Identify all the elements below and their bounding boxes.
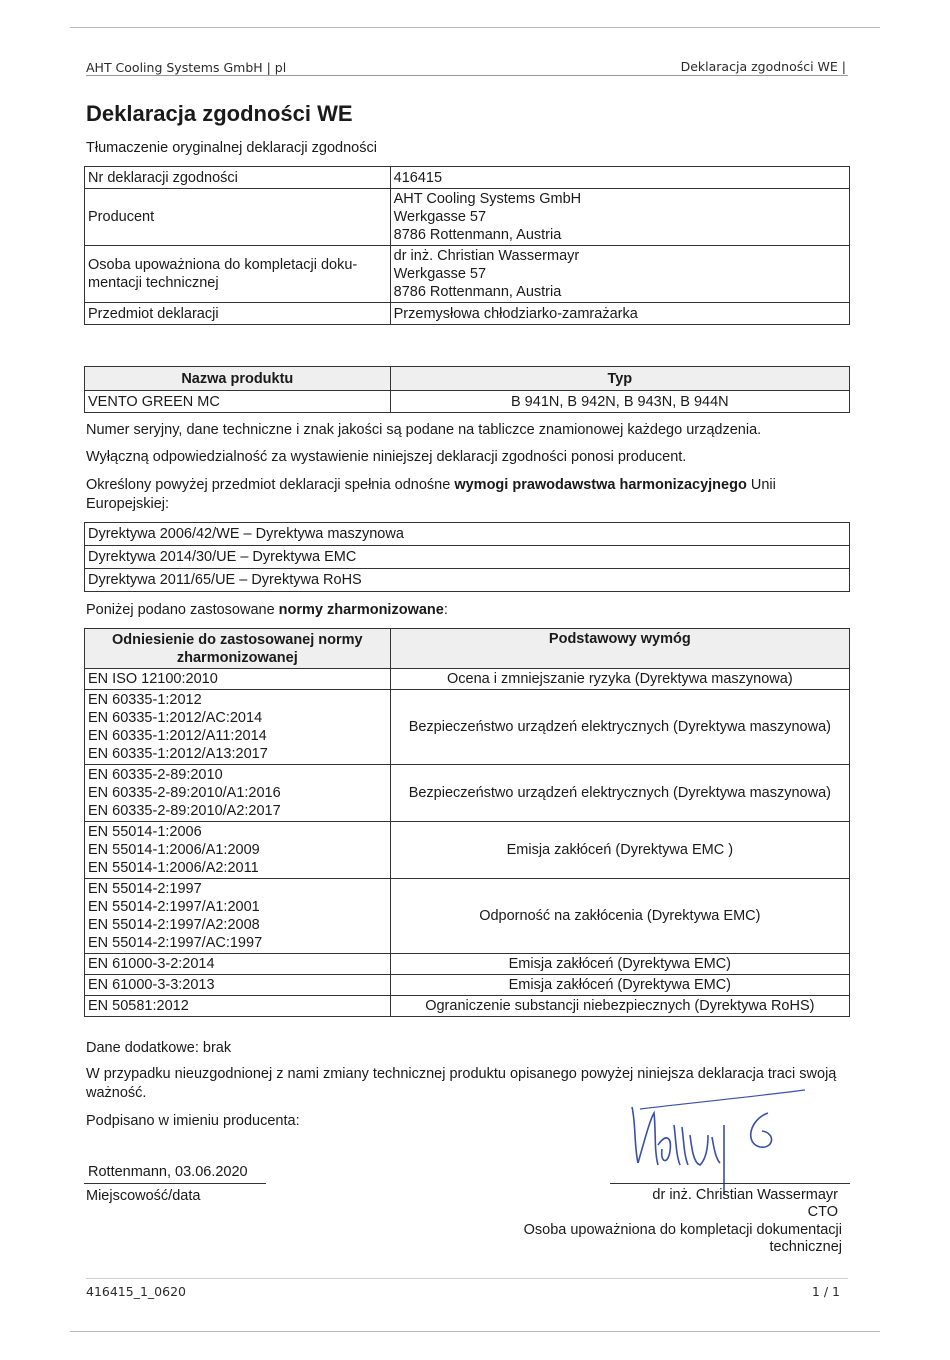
paragraph-responsibility: Wyłączną odpowiedzialność za wystawienie niniejszej deklaracji zgodności ponosi producent. [86, 449, 687, 465]
paragraph-conformity [86, 476, 850, 514]
norm-requirement: Bezpieczeństwo urządzeń elektrycznych (Dyrektywa maszynowa) [390, 765, 849, 822]
footer-page-number: 1 / 1 [811, 1284, 840, 1299]
table-header-row [85, 367, 850, 391]
handwritten-signature [620, 1085, 820, 1195]
norm-requirement: Bezpieczeństwo urządzeń elektrycznych (Dyrektywa maszynowa) [390, 690, 849, 765]
product-type-header: Typ [390, 367, 849, 391]
person-line: dr inż. Christian Wassermayr [393, 248, 580, 264]
bold-span: normy zharmonizowane [278, 602, 444, 618]
subject-label: Przedmiot deklaracji [85, 303, 391, 325]
table-row [85, 523, 850, 546]
norm-ref: EN 55014-1:2006 [88, 824, 202, 840]
norm-ref: EN 60335-1:2012/A11:2014 [88, 728, 267, 744]
signatory-desc: Osoba upoważniona do kompletacji dokumentacji [523, 1222, 842, 1238]
footer-doc-id: 416415_1_0620 [86, 1284, 186, 1299]
norm-ref: EN 60335-1:2012 [88, 692, 202, 708]
table-row [85, 246, 850, 303]
text-span: Określony powyżej przedmiot deklaracji spełnia odnośne [86, 477, 455, 493]
header-rule [86, 75, 848, 76]
norm-requirement: Ograniczenie substancji niebezpiecznych (Dyrektywa RoHS) [390, 996, 849, 1017]
text-span: : [443, 602, 448, 618]
norm-refs [85, 765, 391, 822]
page-title: Deklaracja zgodności WE [86, 101, 353, 126]
signatory-name: dr inż. Christian Wassermayr [652, 1187, 838, 1203]
norm-ref: EN 60335-1:2012/AC:2014 [88, 710, 263, 726]
directive-cell: Dyrektywa 2006/42/WE – Dyrektywa maszynowa [85, 523, 850, 546]
table-row [85, 879, 850, 954]
norm-refs [85, 690, 391, 765]
norm-requirement: Emisja zakłóceń (Dyrektywa EMC ) [390, 822, 849, 879]
norm-ref: EN 55014-2:1997/A2:2008 [88, 917, 260, 933]
table-row [85, 975, 850, 996]
norm-requirement: Odporność na zakłócenia (Dyrektywa EMC) [390, 879, 849, 954]
bold-span: wymogi prawodawstwa harmonizacyjnego [454, 477, 747, 493]
norm-refs: EN ISO 12100:2010 [85, 669, 391, 690]
table-row [85, 569, 850, 592]
product-table [84, 366, 850, 413]
nr-label: Nr deklaracji zgodności [85, 167, 391, 189]
table-row [85, 391, 850, 413]
table-row [85, 167, 850, 189]
norm-requirement: Emisja zakłóceń (Dyrektywa EMC) [390, 975, 849, 996]
additional-data: Dane dodatkowe: brak [86, 1040, 232, 1056]
norm-refs [85, 822, 391, 879]
table-row [85, 996, 850, 1017]
paragraph-norms [86, 601, 448, 620]
page-subtitle: Tłumaczenie oryginalnej deklaracji zgodności [86, 140, 377, 156]
table-row [85, 822, 850, 879]
validity-note: W przypadku nieuzgodnionej z nami zmiany technicznej produktu opisanego powyżej niniejsza deklaracja traci swoją ważność. [86, 1066, 837, 1101]
norm-requirement: Emisja zakłóceń (Dyrektywa EMC) [390, 954, 849, 975]
signature-line [610, 1183, 850, 1184]
signed-note: Podpisano w imieniu producenta: [86, 1113, 300, 1129]
producer-line: 8786 Rottenmann, Austria [393, 227, 562, 243]
table-header-row [85, 629, 850, 669]
norm-ref: EN 60335-2-89:2010 [88, 767, 223, 783]
table-row [85, 954, 850, 975]
place-date-label: Miejscowość/data [86, 1188, 201, 1204]
norm-reference-header: Odniesienie do zastosowanej normy zharmonizowanej [85, 629, 391, 669]
declaration-info-table [84, 166, 850, 325]
norm-ref: EN 55014-2:1997 [88, 881, 202, 897]
norm-refs: EN 61000-3-2:2014 [85, 954, 391, 975]
producer-value [390, 189, 849, 246]
header-doc-title: Deklaracja zgodności WE | [680, 59, 846, 74]
norm-ref: EN 60335-1:2012/A13:2017 [88, 746, 268, 762]
table-row [85, 765, 850, 822]
footer-rule [86, 1278, 848, 1279]
norms-table [84, 628, 850, 1017]
table-row [85, 303, 850, 325]
person-value [390, 246, 849, 303]
signatory-role: CTO [807, 1204, 838, 1220]
norm-refs: EN 50581:2012 [85, 996, 391, 1017]
text-span: Unii Europejskiej: [86, 477, 776, 512]
norm-ref: EN 55014-2:1997/AC:1997 [88, 935, 263, 951]
norm-refs: EN 61000-3-3:2013 [85, 975, 391, 996]
subject-value: Przemysłowa chłodziarko-zamrażarka [390, 303, 849, 325]
norm-ref: EN 60335-2-89:2010/A2:2017 [88, 803, 281, 819]
paragraph-serial: Numer seryjny, dane techniczne i znak jakości są podane na tabliczce znamionowej każdego urządzenia. [86, 422, 762, 438]
bottom-rule [70, 1331, 880, 1332]
person-line: Werkgasse 57 [393, 266, 487, 282]
place-date-line [84, 1183, 266, 1184]
norm-refs [85, 879, 391, 954]
product-type: B 941N, B 942N, B 943N, B 944N [390, 391, 849, 413]
table-row [85, 189, 850, 246]
norm-ref: EN 55014-1:2006/A1:2009 [88, 842, 260, 858]
text-span: Poniżej podano zastosowane [86, 602, 279, 618]
norm-requirement: Ocena i zmniejszanie ryzyka (Dyrektywa maszynowa) [390, 669, 849, 690]
requirement-header: Podstawowy wymóg [390, 629, 849, 669]
top-rule [70, 27, 880, 28]
signatory-desc-2: technicznej [769, 1239, 842, 1255]
directive-cell: Dyrektywa 2014/30/UE – Dyrektywa EMC [85, 546, 850, 569]
producer-line: Werkgasse 57 [393, 209, 487, 225]
producer-line: AHT Cooling Systems GmbH [393, 191, 582, 207]
person-line: 8786 Rottenmann, Austria [393, 284, 562, 300]
person-label: Osoba upoważniona do kompletacji doku-mentacji technicznej [85, 246, 391, 303]
directives-table [84, 522, 850, 592]
directive-cell: Dyrektywa 2011/65/UE – Dyrektywa RoHS [85, 569, 850, 592]
table-row [85, 546, 850, 569]
table-row [85, 690, 850, 765]
product-name-header: Nazwa produktu [85, 367, 391, 391]
norm-ref: EN 60335-2-89:2010/A1:2016 [88, 785, 281, 801]
nr-value: 416415 [390, 167, 849, 189]
producer-label: Producent [85, 189, 391, 246]
norm-ref: EN 55014-1:2006/A2:2011 [88, 860, 259, 876]
place-date: Rottenmann, 03.06.2020 [88, 1164, 248, 1180]
product-name: VENTO GREEN MC [85, 391, 391, 413]
table-row [85, 669, 850, 690]
norm-ref: EN 55014-2:1997/A1:2001 [88, 899, 260, 915]
header-company: AHT Cooling Systems GmbH | pl [86, 60, 287, 75]
